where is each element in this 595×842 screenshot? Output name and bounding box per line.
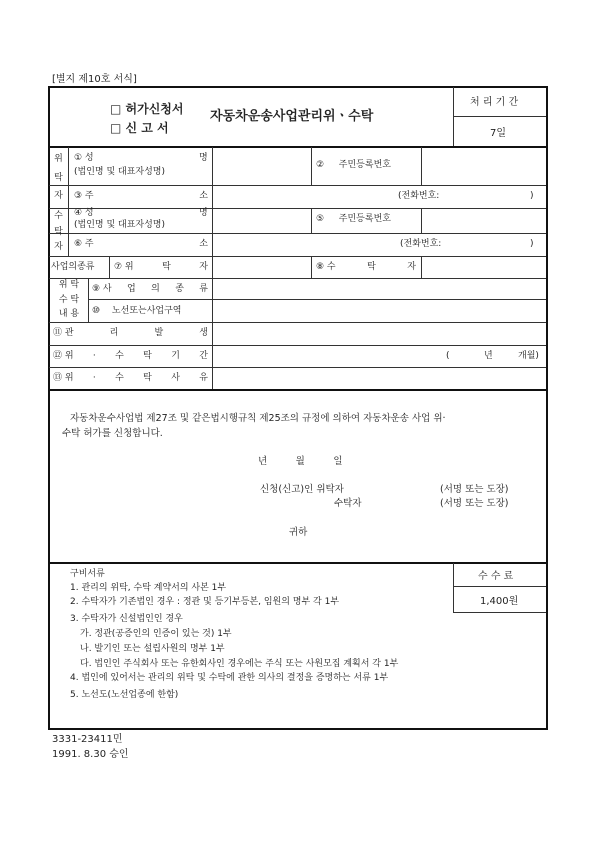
divider	[453, 563, 454, 612]
document-item: 2. 수탁자가 기존법인 경우 : 정관 및 등기부등본, 임원의 명부 각 1부	[70, 597, 340, 607]
divider	[453, 87, 454, 146]
management-cause-label: ⑪ 관 리 발 생	[53, 328, 208, 338]
business-type-label: 사업의종류	[51, 262, 95, 272]
consignor-address-field[interactable]	[213, 186, 395, 208]
consignee-name-sublabel: (법인명 및 대표자성명)	[74, 220, 165, 230]
document-subitem: 다. 법인인 주식회사 또는 유한회사인 경우에는 주식 또는 사원모집 계획서 각 1부	[80, 659, 399, 669]
consignee-phone-close: )	[530, 239, 534, 249]
consignee-rrn-field[interactable]	[422, 209, 544, 233]
applicant-consignee-label: 수탁자	[334, 498, 362, 509]
fee-value: 1,400원	[480, 596, 519, 607]
statement-line-1: 자동차운수사업법 제27조 및 같은법시행규칙 제25조의 규정에 의하여 자동차운송 사업 위·	[70, 413, 446, 424]
divider	[88, 278, 89, 322]
consignee-name-field[interactable]	[213, 209, 310, 233]
consignor-signature-placeholder[interactable]: (서명 또는 도장)	[440, 484, 509, 495]
divider	[68, 147, 69, 256]
fee-label: 수 수 료	[478, 571, 514, 582]
consignor-address-label: ③ 주 소	[74, 191, 208, 201]
consignor-group-label: 위 탁 자	[54, 154, 63, 201]
business-type-consignee-label: ⑧ 수 탁 자	[316, 262, 416, 272]
business-type-consignee-field[interactable]	[422, 257, 544, 278]
document-item: 3. 수탁자가 신설법인인 경우	[70, 614, 183, 624]
form-title: 자동차운송사업관리위ㆍ수탁	[210, 109, 374, 124]
applicant-consignor-label: 신청(신고)인 위탁자	[260, 484, 344, 495]
business-kind-field[interactable]	[213, 279, 544, 299]
consignee-phone-label: (전화번호:	[400, 239, 442, 249]
document-subitem: 가. 정관(공증인의 인증이 있는 것) 1부	[80, 629, 232, 639]
period-open-paren: (	[446, 351, 450, 361]
consignee-group-label: 수 탁 자	[54, 211, 63, 252]
processing-period-value: 7일	[490, 128, 507, 139]
consignment-reason-field[interactable]	[213, 368, 544, 388]
business-type-consignor-label: ⑦ 위 탁 자	[114, 262, 208, 272]
consignor-phone-close: )	[530, 191, 534, 201]
document-subitem: 나. 발기인 또는 설립사원의 명부 1부	[80, 644, 225, 654]
consignment-period-label: ⑫ 위 · 수 탁 기 간	[53, 351, 208, 361]
consignor-phone-label: (전화번호:	[398, 191, 440, 201]
route-area-field[interactable]	[213, 300, 544, 322]
approval-date: 1991. 8.30 승인	[52, 749, 129, 760]
management-cause-field[interactable]	[213, 323, 544, 345]
business-kind-label: ⑨ 사 업 의 종 류	[92, 284, 208, 294]
consignment-reason-label: ⑬ 위 · 수 탁 사 유	[53, 373, 208, 383]
consignee-address-field[interactable]	[213, 234, 395, 256]
route-area-label: ⑩ 노선또는사업구역	[92, 306, 182, 316]
consignor-rrn-field[interactable]	[422, 147, 544, 185]
consignor-name-sublabel: (법인명 및 대표자성명)	[74, 167, 165, 177]
consignor-name-field[interactable]	[213, 147, 310, 185]
consignee-name-label-end: 명	[199, 208, 208, 218]
statement-line-2: 수탁 허가를 신청합니다.	[62, 428, 163, 439]
required-documents-header: 구비서류	[70, 569, 105, 579]
period-year-label: 년	[484, 351, 493, 361]
period-month-label: 개월)	[518, 351, 539, 361]
divider	[49, 389, 546, 391]
form-code: 3331-23411민	[52, 734, 123, 745]
consignee-rrn-label: ⑤ 주민등록번호	[316, 214, 391, 224]
document-item: 5. 노선도(노선업종에 한함)	[70, 690, 179, 700]
divider	[453, 586, 546, 587]
consignee-name-label: ④ 성	[74, 208, 94, 218]
document-item: 4. 법인에 있어서는 관리의 위탁 및 수탁에 관한 의사의 결정을 증명하는 서류 1부	[70, 673, 389, 683]
divider	[454, 116, 546, 117]
consignee-address-label: ⑥ 주 소	[74, 239, 208, 249]
consignment-period-field[interactable]	[213, 346, 443, 367]
consignee-signature-placeholder[interactable]: (서명 또는 도장)	[440, 498, 509, 509]
document-item: 1. 관리의 위탁, 수탁 계약서의 사본 1부	[70, 583, 227, 593]
divider	[49, 562, 546, 564]
addressee-label: 귀하	[289, 527, 308, 538]
consignor-name-label: ① 성	[74, 153, 94, 163]
processing-period-label: 처 리 기 간	[470, 97, 519, 108]
permit-application-option[interactable]: □ 허가신청서	[110, 102, 184, 116]
business-type-consignor-field[interactable]	[213, 257, 310, 278]
divider	[311, 208, 312, 233]
divider	[311, 147, 312, 185]
application-date: 년 월 일	[258, 456, 343, 467]
consignor-rrn-label: ② 주민등록번호	[316, 160, 391, 170]
report-option[interactable]: □ 신 고 서	[110, 121, 169, 135]
divider	[109, 256, 110, 278]
divider	[311, 256, 312, 278]
divider	[453, 612, 546, 613]
consignor-name-label-end: 명	[199, 153, 208, 163]
form-label: [별지 제10호 서식]	[52, 74, 137, 85]
consignment-content-group-label: 위 탁 수 탁 내 용	[58, 280, 80, 319]
